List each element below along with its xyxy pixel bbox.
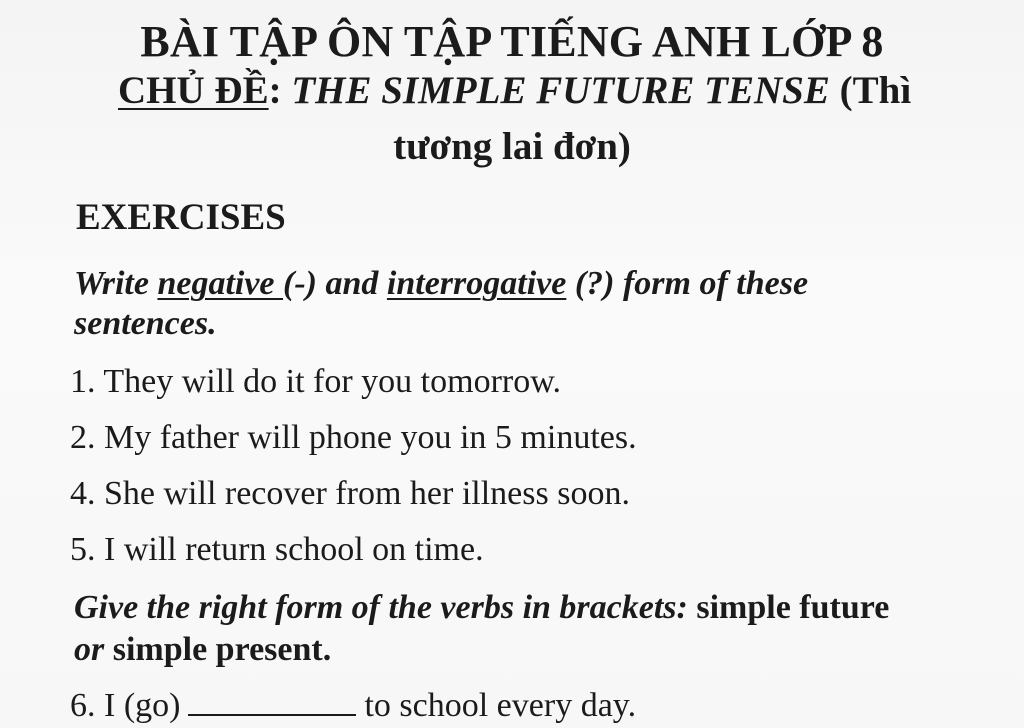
item6-prefix: 6. I (go) bbox=[70, 687, 181, 724]
exercise-item-6 bbox=[70, 684, 636, 726]
instruction-text: (-) and bbox=[283, 265, 387, 302]
instruction-text: Write bbox=[74, 265, 158, 302]
exercise-item-2: 2. My father will phone you in 5 minutes. bbox=[70, 419, 637, 456]
exercise-item-4: 4. She will recover from her illness soon. bbox=[70, 475, 630, 512]
topic-label: CHỦ ĐỀ bbox=[118, 69, 269, 112]
document-title: BÀI TẬP ÔN TẬP TIẾNG ANH LỚP 8 bbox=[140, 17, 884, 66]
topic-name: THE SIMPLE FUTURE TENSE bbox=[281, 69, 830, 112]
interrogative-word: interrogative bbox=[386, 265, 567, 302]
section2-instruction bbox=[74, 588, 889, 628]
instruction-text: simple present. bbox=[104, 631, 332, 668]
instruction-text: simple future bbox=[687, 589, 890, 626]
instruction-text: (?) form of these bbox=[566, 265, 809, 302]
topic-colon: : bbox=[268, 69, 282, 112]
item6-suffix: to school every day. bbox=[364, 687, 637, 724]
section1-instruction-cont: sentences. bbox=[74, 305, 217, 342]
topic-vietnamese-part2: tương lai đơn) bbox=[393, 125, 631, 168]
exercises-heading: EXERCISES bbox=[76, 197, 286, 238]
section1-instruction bbox=[74, 264, 808, 304]
instruction-text: or bbox=[74, 631, 105, 668]
topic-vietnamese-part1: (Thì bbox=[829, 69, 912, 112]
section2-instruction-cont bbox=[74, 630, 331, 670]
negative-word: negative bbox=[157, 265, 284, 302]
instruction-text: Give the right form of the verbs in brackets: bbox=[74, 589, 688, 626]
exercise-item-5: 5. I will return school on time. bbox=[70, 531, 484, 568]
topic-line bbox=[118, 68, 911, 114]
answer-blank[interactable] bbox=[188, 684, 356, 716]
exercise-item-1: 1. They will do it for you tomorrow. bbox=[70, 363, 562, 400]
